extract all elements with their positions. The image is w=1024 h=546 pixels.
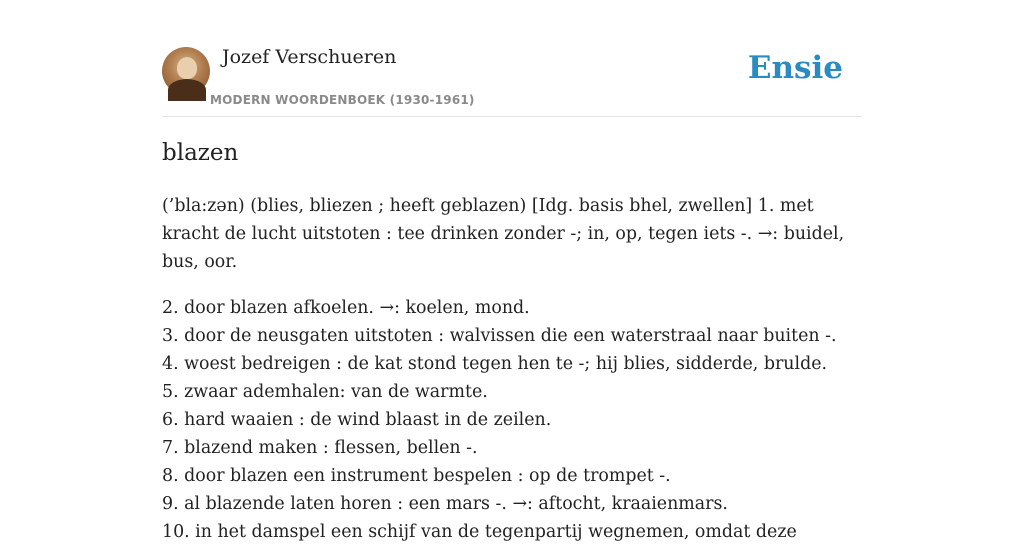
- author-name[interactable]: Jozef Verschueren: [222, 46, 397, 68]
- sense-9: 9. al blazende laten horen : een mars -. →: aftocht, kraaienmars.: [162, 494, 728, 514]
- author-avatar[interactable]: [162, 47, 210, 95]
- sense-5: 5. zwaar ademhalen: van de warmte.: [162, 382, 488, 402]
- sense-6: 6. hard waaien : de wind blaast in de zeilen.: [162, 410, 552, 430]
- sense-7: 7. blazend maken : flessen, bellen -.: [162, 438, 478, 458]
- avatar-face: [177, 57, 197, 79]
- entry-container: [162, 0, 862, 542]
- definition: [162, 192, 862, 546]
- entry-header: [162, 0, 862, 117]
- sense-4: 4. woest bedreigen : de kat stond tegen hen te -; hij blies, sidderde, brulde.: [162, 354, 828, 374]
- senses-list: [162, 294, 862, 546]
- sense-3: 3. door de neusgaten uitstoten : walvissen die een waterstraal naar buiten -.: [162, 326, 837, 346]
- dictionary-source[interactable]: MODERN WOORDENBOEK (1930-1961): [210, 93, 475, 107]
- sense-10: 10. in het damspel een schijf van de tegenpartij wegnemen, omdat deze: [162, 522, 797, 542]
- headword: blazen: [162, 140, 239, 166]
- avatar-body: [168, 79, 206, 101]
- sense-8: 8. door blazen een instrument bespelen : op de trompet -.: [162, 466, 671, 486]
- site-logo[interactable]: Ensie: [747, 50, 843, 86]
- definition-intro: (’bla:zən) (blies, bliezen ; heeft geblazen) [Idg. basis bhel, zwellen] 1. met kracht de lucht uitstoten : tee drinken zonder -; in, op, tegen iets -. →: buidel, bus, oor.: [162, 196, 845, 272]
- sense-2: 2. door blazen afkoelen. →: koelen, mond.: [162, 298, 530, 318]
